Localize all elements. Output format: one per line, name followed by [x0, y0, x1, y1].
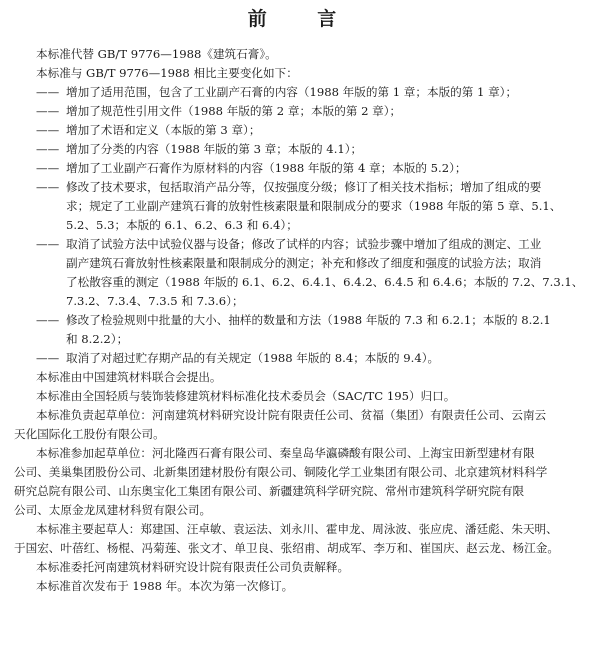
text-line: 求；规定了工业副产建筑石膏的放射性核素限量和限制成分的要求（1988 年版的第 5 章、5.1、: [66, 199, 562, 213]
closing-section: [14, 368, 592, 596]
text-line: 研究总院有限公司、山东奥宝化工集团有限公司、新疆建筑科学研究院、常州市建筑科学研究院有限: [14, 484, 525, 498]
closing-paragraph: [14, 577, 592, 596]
change-item: [36, 178, 592, 235]
closing-paragraph: [14, 444, 592, 520]
closing-paragraph: [14, 387, 592, 406]
change-item-text: [66, 102, 592, 121]
text-line: 于国宏、叶蓓红、杨棍、冯菊莲、张文才、单卫良、张绍甫、胡成军、李万和、崔国庆、赵云龙、杨江金。: [14, 541, 559, 555]
list-dash: ——: [36, 142, 60, 156]
change-item-text: [66, 121, 592, 140]
text-line: 了松散容重的测定（1988 年版的 6.1、6.2、6.4.1、6.4.2、6.4.5 和 6.4.6；本版的 7.2、7.3.1、: [66, 275, 584, 289]
text-line: 增加了分类的内容（1988 年版的第 3 章；本版的 4.1）；: [66, 142, 363, 156]
closing-paragraph: [14, 406, 592, 444]
change-item-text: [66, 140, 592, 159]
text-line: 增加了适用范围，包含了工业副产石膏的内容（1988 年版的第 1 章；本版的第 1 章）；: [66, 85, 518, 99]
change-item: [36, 235, 592, 311]
text-line: 和 8.2.2）；: [66, 332, 129, 346]
text-line: 本标准参加起草单位：河北隆西石膏有限公司、秦皇岛华瀛磷酸有限公司、上海宝田新型建材有限: [36, 446, 535, 460]
text-line: 本标准主要起草人：郑建国、汪卓敏、袁运法、刘永川、霍申龙、周泳波、张应虎、潘廷彪、朱天明、: [36, 522, 558, 536]
text-line: 修改了检验规则中批量的大小、抽样的数量和方法（1988 年版的 7.3 和 6.2.1；本版的 8.2.1: [66, 313, 551, 327]
list-dash: ——: [36, 104, 60, 118]
page-title: 前 言: [247, 8, 359, 30]
text-line: 本标准首次发布于 1988 年。本次为第一次修订。: [36, 579, 294, 593]
change-item-text: [66, 349, 592, 368]
changes-list: [14, 83, 592, 368]
text-line: 本标准负责起草单位：河南建筑材料研究设计院有限责任公司、贫福（集团）有限责任公司、云南云: [36, 408, 547, 422]
text-line: 公司、太原金龙凤建材科贸有限公司。: [14, 503, 212, 517]
text-line: 取消了试验方法中试验仪器与设备；修改了试样的内容；试验步骤中增加了组成的测定、工业: [66, 237, 542, 251]
change-item-text: [66, 311, 592, 349]
text-line: 本标准由全国轻质与装饰装修建筑材料标准化技术委员会（SAC/TC 195）归口。: [36, 389, 456, 403]
text-line: 取消了对超过贮存期产品的有关规定（1988 年版的 8.4；本版的 9.4）。: [66, 351, 440, 365]
change-item-text: [66, 178, 592, 235]
intro-paragraph: 本标准与 GB/T 9776—1988 相比主要变化如下：: [36, 66, 298, 80]
text-line: 副产建筑石膏放射性核素限量和限制成分的测定；补充和修改了细度和强度的试验方法；取消: [66, 256, 542, 270]
change-item-text: [66, 83, 592, 102]
intro-section: [14, 45, 592, 83]
text-line: 5.2、5.3；本版的 6.1、6.2、6.3 和 6.4）；: [66, 218, 298, 232]
change-item: [36, 121, 592, 140]
text-line: 修改了技术要求，包括取消产品分等，仅按强度分级；修订了相关技术指标；增加了组成的要: [66, 180, 542, 194]
text-line: 7.3.2、7.3.4、7.3.5 和 7.3.6）；: [66, 294, 244, 308]
text-line: 本标准委托河南建筑材料研究设计院有限责任公司负责解释。: [36, 560, 350, 574]
text-line: 增加了工业副产石膏作为原材料的内容（1988 年版的第 4 章；本版的 5.2）；: [66, 161, 467, 175]
list-dash: ——: [36, 180, 60, 194]
change-item-text: [66, 235, 592, 311]
text-line: 增加了术语和定义（本版的第 3 章）；: [66, 123, 261, 137]
change-item: [36, 159, 592, 178]
closing-paragraph: [14, 520, 592, 558]
text-line: 天化国际化工股份有限公司。: [14, 427, 165, 441]
change-item: [36, 349, 592, 368]
text-line: 本标准由中国建筑材料联合会提出。: [36, 370, 222, 384]
change-item: [36, 140, 592, 159]
change-item: [36, 102, 592, 121]
list-dash: ——: [36, 123, 60, 137]
change-item: [36, 83, 592, 102]
document-body: [14, 45, 592, 596]
list-dash: ——: [36, 351, 60, 365]
list-dash: ——: [36, 313, 60, 327]
list-dash: ——: [36, 237, 60, 251]
text-line: 公司、美巢集团股份公司、北新集团建材股份有限公司、铜陵化学工业集团有限公司、北京建筑材料科学: [14, 465, 548, 479]
text-line: 增加了规范性引用文件（1988 年版的第 2 章；本版的第 2 章）；: [66, 104, 402, 118]
list-dash: ——: [36, 85, 60, 99]
closing-paragraph: [14, 558, 592, 577]
change-item-text: [66, 159, 592, 178]
intro-paragraph: 本标准代替 GB/T 9776—1988《建筑石膏》。: [36, 47, 277, 61]
list-dash: ——: [36, 161, 60, 175]
closing-paragraph: [14, 368, 592, 387]
change-item: [36, 311, 592, 349]
